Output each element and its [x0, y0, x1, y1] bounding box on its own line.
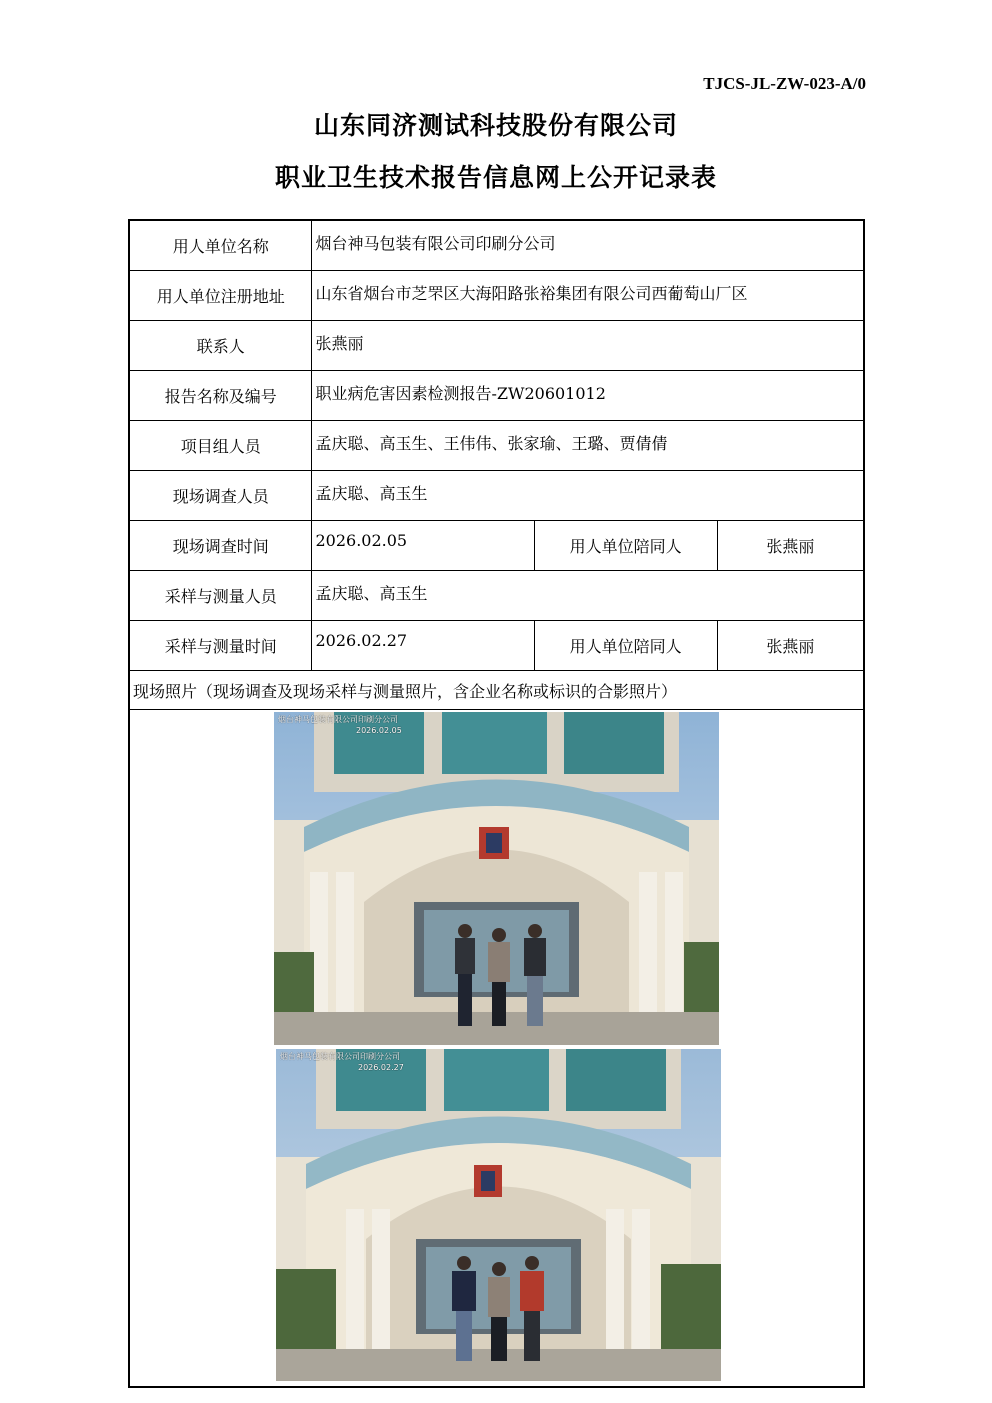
sampling-staff-value: 孟庆聪、高玉生	[312, 571, 864, 621]
row-photos-heading	[129, 671, 864, 710]
survey-time-value: 2026.02.05	[312, 521, 534, 571]
row-photos	[129, 710, 864, 1388]
sampling-companion-label: 用人单位陪同人	[534, 621, 717, 671]
survey-staff-label: 现场调查人员	[129, 471, 312, 521]
photo-stamp	[280, 1051, 404, 1073]
document-code: TJCS-JL-ZW-023-A/0	[703, 74, 866, 93]
report-value: 职业病危害因素检测报告-ZW20601012	[312, 371, 864, 421]
row-employer-name	[129, 220, 864, 271]
site-photo-survey	[274, 712, 719, 1045]
photo-stamp-date: 2026.02.05	[356, 726, 402, 735]
photo-stamp-company: 烟台神马包装有限公司印刷分公司	[278, 715, 398, 724]
photos-container	[130, 710, 863, 1386]
photo-stamp	[278, 714, 402, 736]
project-team-value: 孟庆聪、高玉生、王伟伟、张家瑜、王璐、贾倩倩	[312, 421, 864, 471]
employer-name-value: 烟台神马包装有限公司印刷分公司	[312, 220, 864, 271]
report-label: 报告名称及编号	[129, 371, 312, 421]
row-contact	[129, 321, 864, 371]
employer-address-value: 山东省烟台市芝罘区大海阳路张裕集团有限公司西葡萄山厂区	[312, 271, 864, 321]
employer-name-label: 用人单位名称	[129, 220, 312, 271]
row-sampling-staff	[129, 571, 864, 621]
row-employer-address	[129, 271, 864, 321]
sampling-time-value: 2026.02.27	[312, 621, 534, 671]
form-title: 职业卫生技术报告信息网上公开记录表	[274, 163, 717, 192]
record-table	[128, 219, 865, 1388]
sampling-time-label: 采样与测量时间	[129, 621, 312, 671]
photos-cell	[129, 710, 864, 1388]
photo-stamp-date: 2026.02.27	[358, 1063, 404, 1072]
photo-stamp-company: 烟台神马包装有限公司印刷分公司	[280, 1052, 400, 1061]
contact-value: 张燕丽	[312, 321, 864, 371]
row-survey-time	[129, 521, 864, 571]
company-title: 山东同济测试科技股份有限公司	[313, 111, 678, 140]
photos-heading: 现场照片（现场调查及现场采样与测量照片，含企业名称或标识的合影照片）	[129, 671, 864, 710]
row-survey-staff	[129, 471, 864, 521]
contact-label: 联系人	[129, 321, 312, 371]
survey-time-label: 现场调查时间	[129, 521, 312, 571]
employer-address-label: 用人单位注册地址	[129, 271, 312, 321]
site-photo-sampling	[276, 1049, 721, 1381]
sampling-companion-value: 张燕丽	[717, 621, 864, 671]
row-project-team	[129, 421, 864, 471]
survey-companion-label: 用人单位陪同人	[534, 521, 717, 571]
project-team-label: 项目组人员	[129, 421, 312, 471]
row-report	[129, 371, 864, 421]
row-sampling-time	[129, 621, 864, 671]
survey-staff-value: 孟庆聪、高玉生	[312, 471, 864, 521]
sampling-staff-label: 采样与测量人员	[129, 571, 312, 621]
survey-companion-value: 张燕丽	[717, 521, 864, 571]
